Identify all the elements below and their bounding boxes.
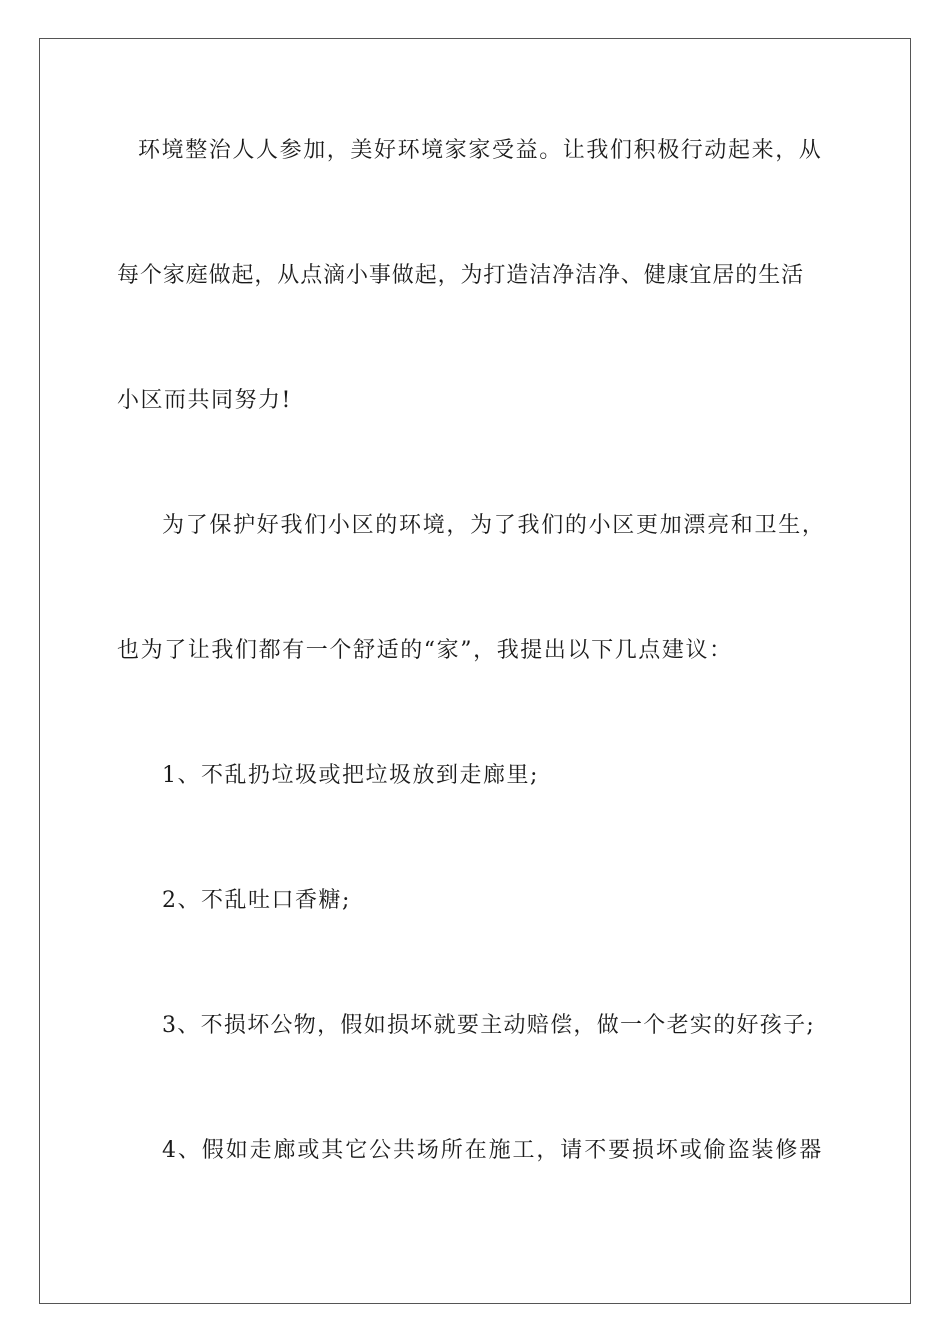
page-frame	[39, 38, 911, 1304]
list-item-2: 2、不乱吐口香糖;	[162, 888, 351, 913]
paragraph-1-line-2: 每个家庭做起，从点滴小事做起，为打造洁净洁净、健康宜居的生活	[117, 263, 805, 288]
paragraph-1-line-3: 小区而共同努力!	[117, 388, 292, 413]
paragraph-2-line-1: 为了保护好我们小区的环境，为了我们的小区更加漂亮和卫生，	[162, 513, 826, 538]
list-item-1: 1、不乱扔垃圾或把垃圾放到走廊里;	[162, 763, 539, 788]
list-item-3: 3、不损坏公物，假如损坏就要主动赔偿，做一个老实的好孩子;	[162, 1013, 816, 1038]
paragraph-2-line-2: 也为了让我们都有一个舒适的“家”，我提出以下几点建议：	[117, 638, 733, 663]
list-item-4: 4、假如走廊或其它公共场所在施工，请不要损坏或偷盗装修器	[162, 1138, 824, 1163]
paragraph-1-line-1: 环境整治人人参加，美好环境家家受益。让我们积极行动起来，从	[138, 138, 823, 163]
